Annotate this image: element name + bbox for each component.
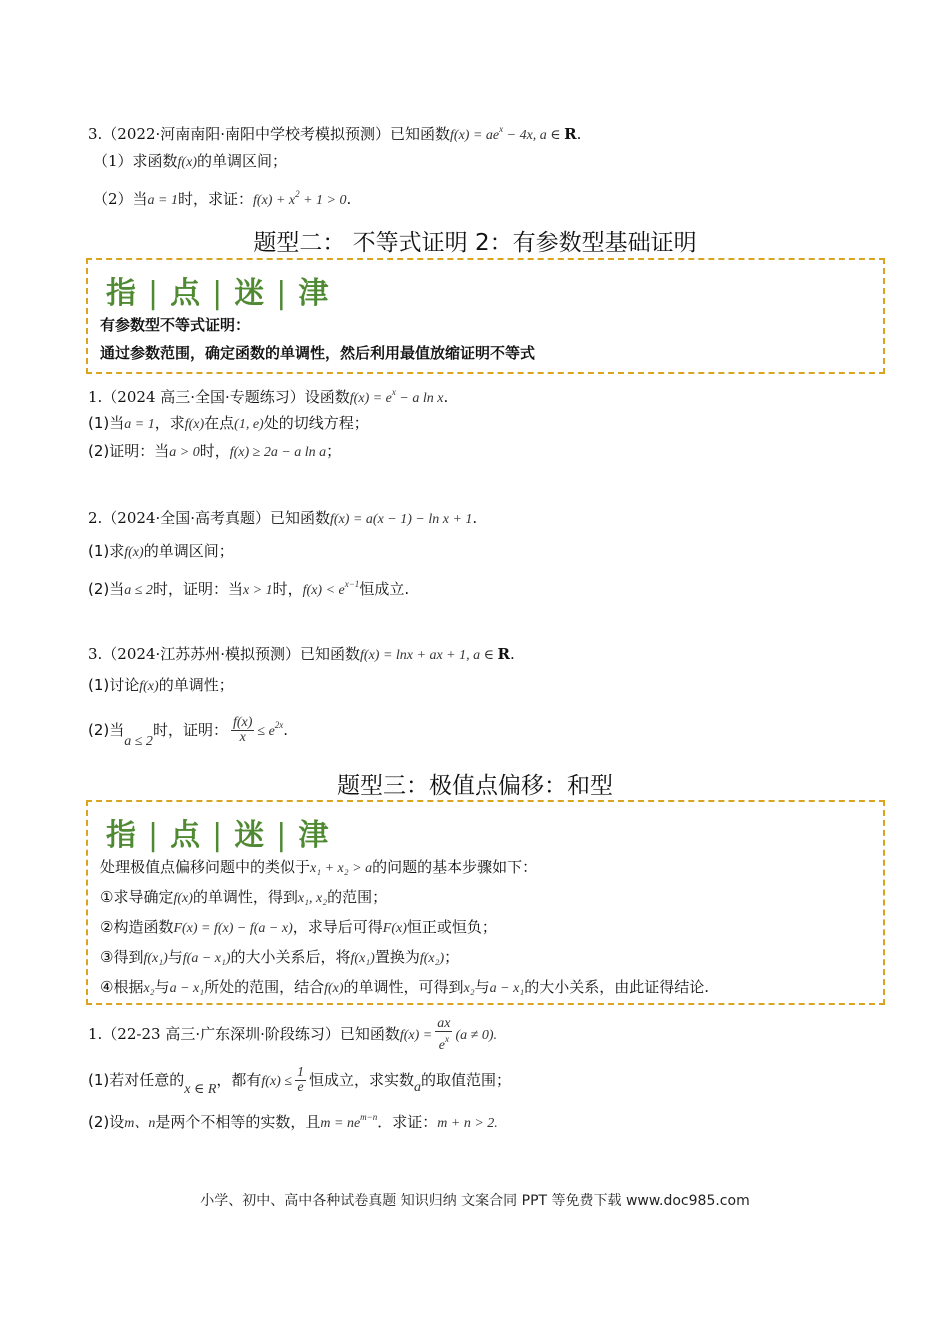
problem4-q1: (1)若对任意的x ∈ R，都有f(x) ≤ $\frac{1}{e}$ 恒成立，求实数a的取值范围；: [88, 1065, 512, 1097]
math-cond: a = 1: [147, 193, 178, 208]
section2-title: 题型二： 不等式证明 2：有参数型基础证明: [253, 230, 697, 256]
tip-line-2: ①求导确定f(x)的单调性，得到x₁, x₂的范围；: [100, 888, 388, 906]
math-fx: f(x): [177, 155, 197, 170]
problem1-q2: (2)证明：当a > 0时，f(x) ≥ 2a − a ln a；: [88, 442, 342, 460]
math-fraction: $\frac{1}{e}$: [297, 1065, 305, 1095]
math-fraction: $\frac{f(x)}{x}$: [232, 715, 253, 745]
problem4-stem: 1.（22-23 高三·广东深圳·阶段练习）已知函数f(x) = $\frac{ax}{e^x}$ (a ≠ 0).: [88, 1016, 497, 1053]
math-func: f(x) = lnx + ax + 1, a ∈: [360, 648, 498, 663]
problem-top-stem: [88, 118, 581, 147]
section3-tip-box: [86, 800, 885, 1005]
set-symbol: R: [564, 125, 577, 143]
math-func: f(x) = a(x − 1) − ln x + 1: [330, 512, 473, 527]
tip-line-2: 通过参数范围，确定函数的单调性，然后利用最值放缩证明不等式: [100, 344, 536, 362]
problem3-q1: (1)讨论f(x)的单调性；: [88, 676, 234, 694]
math-inequality: $f(x) + x^2 + 1 > 0$: [253, 189, 347, 208]
tip-badge: 指 | 点 | 迷 | 津: [106, 276, 331, 311]
math-func: $f(x) = e^x - a$ ln x: [349, 387, 444, 406]
problem1-stem: 1.（2024 高三·全国·专题练习）设函数$f(x) = e^x - a$ ln x.: [88, 387, 449, 406]
problem3-q2: (2)当a ≤ 2时，证明： $\frac{f(x)}{x}$ ≤ $e^{2x}$.: [88, 715, 289, 749]
problem-top-q1: （1）求函数f(x)的单调区间；: [93, 152, 287, 170]
problem3-stem: 3.（2024·江苏苏州·模拟预测）已知函数f(x) = lnx + ax + 1, a ∈ R.: [88, 645, 515, 663]
problem4-q2: (2)设m、n是两个不相等的实数，且$m = ne^{m-n}$．求证：m + n > 2.: [88, 1112, 498, 1131]
problem2-q1: (1)求f(x)的单调区间；: [88, 542, 234, 560]
math-func: $f(x) = ae^x - 4x$, a ∈: [450, 124, 565, 143]
page-footer: 小学、初中、高中各种试卷真题 知识归纳 文案合同 PPT 等免费下载 www.doc985.com: [200, 1193, 750, 1209]
problem2-stem: 2.（2024·全国·高考真题）已知函数f(x) = a(x − 1) − ln x + 1.: [88, 509, 478, 527]
tip-badge: 指 | 点 | 迷 | 津: [106, 818, 331, 853]
problem-top-q2: （2）当a = 1时，求证：$f(x) + x^2 + 1 > 0$.: [93, 189, 352, 208]
math-fraction: $\frac{ax}{e^x}$: [437, 1016, 451, 1053]
tip-line-5: ④根据x₂与a − x₁所处的范围，结合f(x)的单调性，可得到x₂与a − x₁的大小关系，由此证得结论.: [100, 978, 709, 996]
tip-line-3: ②构造函数F(x) = f(x) − f(a − x)，求导后可得F(x)恒正或恒负；: [100, 918, 497, 936]
tip-line-1: 有参数型不等式证明：: [100, 316, 251, 334]
period: .: [576, 125, 582, 143]
tip-line-1: 处理极值点偏移问题中的类似于x₁ + x₂ > a的问题的基本步骤如下：: [100, 858, 538, 876]
section2-tip-box: [86, 258, 885, 374]
problem2-q2: (2)当a ≤ 2时，证明：当x > 1时，$f(x) < e^{x-1}$恒成立.: [88, 579, 410, 598]
section3-title: 题型三：极值点偏移：和型: [337, 773, 613, 799]
tip-line-4: ③得到f(x₁)与f(a − x₁)的大小关系后，将f(x₁)置换为f(x₂)；: [100, 948, 460, 966]
problem1-q1: (1)当a = 1，求f(x)在点(1, e)处的切线方程；: [88, 414, 369, 432]
stem-text: 3.（2022·河南南阳·南阳中学校考模拟预测）已知函数: [88, 125, 451, 143]
